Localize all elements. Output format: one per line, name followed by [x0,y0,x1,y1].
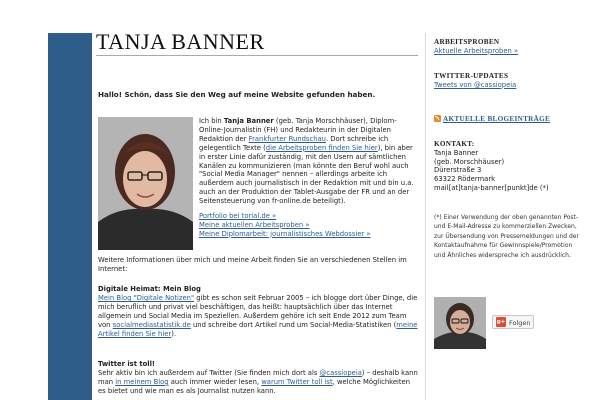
sidebar-avatar [434,297,486,349]
my-blog-link[interactable]: in meinem Blog [115,377,169,386]
contact-footnote: (*) Einer Verwendung der oben genannten Post- und E-Mail-Adresse zu kommerziellen Zwecken, zur Übersendung von Pressemeldungen und der Kontaktaufnahme für Gewinnspiele/Promotion und Ähnliches widerspreche ich ausdrücklich. [434,214,579,259]
kontakt-line: (geb. Morschhäuser) [434,157,505,166]
arbeitsproben-inline-link[interactable]: die Arbeitsproben finden Sie hier [265,143,378,152]
why-twitter-link[interactable]: warum Twitter toll ist [261,377,333,386]
arbeitsproben-link[interactable]: Meine aktuellen Arbeitsproben » [199,220,310,229]
author-name: Tanja Banner [223,117,274,125]
sidebar-blog [434,115,590,124]
blue-side-bar [48,33,92,400]
blog-paragraph: Mein Blog "Digitale Notizen" gibt es schon seit Februar 2005 – ich blogge dort über Dinge, die mich beruflich und privat viel beschäftigen, das heißt: hauptsächlich über das Internet allgemein und Social Media im Speziellen. Außerdem gehöre ich seit Ende 2012 zum Team von socialmediastatistik.de und schreibe dort Artikel rund um Social-Media-Statistiken (meine Artikel finden Sie hier). [98,294,418,338]
profile-photo [98,117,193,250]
diplomarbeit-link[interactable]: Meine Diplomarbeit: journalistisches Webdossier » [199,229,371,238]
intro-text: Ich bin Tanja Banner (geb. Tanja Morschhäuser), Diplom-Online-Journalistin (FH) und Redakteurin in der Digitalen Redaktion der Frankfurter Rundschau. Dort schreibe ich gelegentlich Texte (die Arbeitsproben finden Sie hier), bin aber in erster Linie dafür zuständig, mit den Usern auf sämtlichen Kanälen zu kommunizieren (man könnte den Beruf wohl auch "Social Media Manager" nennen – allerdings arbeite ich außerdem auch journalistisch in der Redaktion mit und bin u.a. auch an der Produktion der Tablet-Ausgabe der FR und an der Seitensteuerung von fr-online.de beteiligt). [199,117,414,206]
kontakt-line: Tanja Banner [434,148,479,157]
rss-icon[interactable] [434,115,441,122]
kontakt-line: Dürerstraße 3 [434,166,482,175]
twitter-paragraph: Sehr aktiv bin ich außerdem auf Twitter (Sie finden mich dort als @cassiopeia) – deshalb kann man in meinem Blog auch immer wieder lesen, warum Twitter toll ist, welche Möglichkeiten es bietet und wie man es als Journalist nutzen kann. [98,369,418,395]
blog-heading: Digitale Heimat: Mein Blog [98,285,201,293]
follow-label: Folgen [509,319,531,327]
site-title[interactable]: TANJA BANNER [96,29,265,54]
portfolio-link[interactable]: Portfolio bei torial.de » [199,212,277,220]
sidebar-arbeitsproben-link[interactable]: Aktuelle Arbeitsproben » [434,46,519,55]
arbeitsproben-heading: ARBEITSPROBEN [434,38,500,46]
articles-link[interactable]: meine Artikel finden Sie hier [98,320,418,338]
twitter-updates-heading: TWITTER-UPDATES [434,72,509,80]
sidebar-arbeitsproben [434,38,590,56]
frankfurter-rundschau-link[interactable]: Frankfurter Rundschau [248,134,326,143]
greeting-text: Hallo! Schön, dass Sie den Weg auf meine Website gefunden haben. [98,90,376,99]
google-plus-follow-button[interactable] [492,315,534,329]
blog-link[interactable]: Mein Blog "Digitale Notizen" [98,294,195,302]
socialmediastatistik-link[interactable]: socialmediastatistik.de [112,320,191,329]
profile-links [199,212,371,239]
kontakt-email: mail[at]tanja-banner[punkt]de (*) [434,183,549,192]
kontakt-line: 63322 Rödermark [434,175,496,184]
sidebar-twitter [434,72,590,90]
blog-entries-link[interactable]: AKTUELLE BLOGEINTRÄGE [443,115,551,123]
twitter-handle-link[interactable]: @cassiopeia [319,369,362,377]
sidebar-divider [425,33,426,400]
google-plus-icon: g+ [496,319,506,325]
kontakt-heading: KONTAKT: [434,140,475,148]
sidebar-kontakt [434,140,590,193]
tweets-link[interactable]: Tweets von @cassiopeia [434,80,517,89]
more-info-text: Weitere Informationen über mich und meine Arbeit finden Sie an verschiedenen Stellen im Internet: [98,256,407,273]
twitter-heading: Twitter ist toll! [98,360,155,368]
title-divider [96,55,418,56]
